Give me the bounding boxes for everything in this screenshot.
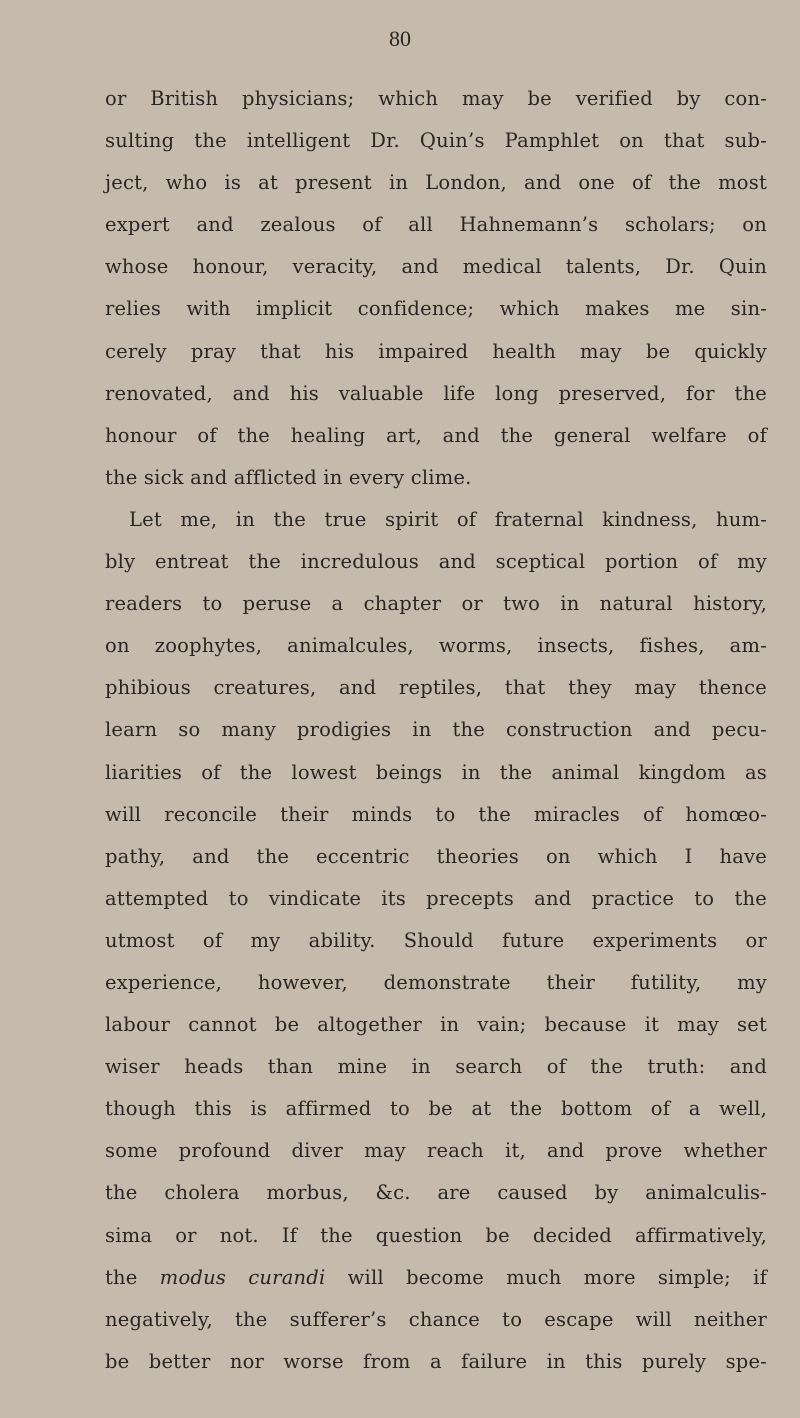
text-segment: the	[105, 1265, 160, 1289]
text-line: be better nor worse from a failure in this purely spe-	[105, 1349, 767, 1373]
text-line: sima or not. If the question be decided affirmatively,	[105, 1223, 767, 1247]
text-line: honour of the healing art, and the general welfare of	[105, 423, 767, 447]
text-line: experience, however, demonstrate their futility, my	[105, 970, 767, 994]
text-line: the sick and afflicted in every clime.	[105, 465, 472, 489]
text-line: on zoophytes, animalcules, worms, insects, fishes, am-	[105, 634, 767, 658]
text-line: whose honour, veracity, and medical talents, Dr. Quin	[105, 255, 767, 279]
text-line: liarities of the lowest beings in the animal kingdom as	[105, 760, 767, 784]
text-line: labour cannot be altogether in vain; because it may set	[105, 1013, 767, 1037]
text-line: learn so many prodigies in the construction and pecu-	[105, 718, 767, 742]
page-number: 80	[389, 26, 411, 51]
text-line: ject, who is at present in London, and one of the most	[105, 171, 767, 195]
text-line: relies with implicit confidence; which makes me sin-	[105, 297, 767, 321]
italic-text: modus curandi	[159, 1265, 326, 1289]
text-line: cerely pray that his impaired health may be quickly	[105, 339, 767, 363]
text-line: Let me, in the true spirit of fraternal kindness, hum-	[129, 507, 767, 531]
text-line: some profound diver may reach it, and prove whether	[105, 1139, 767, 1163]
text-line: phibious creatures, and reptiles, that they may thence	[105, 676, 767, 700]
text-line: pathy, and the eccentric theories on which I have	[105, 844, 767, 868]
text-line: readers to peruse a chapter or two in natural history,	[105, 592, 767, 616]
text-line: attempted to vindicate its precepts and practice to the	[105, 886, 767, 910]
body-text	[105, 78, 767, 1383]
text-line: renovated, and his valuable life long preserved, for the	[105, 381, 767, 405]
text-line: negatively, the sufferer’s chance to escape will neither	[105, 1307, 767, 1331]
text-line: will reconcile their minds to the miracles of homœo-	[105, 802, 767, 826]
text-line: expert and zealous of all Hahnemann’s scholars; on	[105, 213, 767, 237]
text-line: bly entreat the incredulous and sceptical portion of my	[105, 550, 767, 574]
text-line: the cholera morbus, &c. are caused by animalculis-	[105, 1181, 767, 1205]
text-line: or British physicians; which may be verified by con-	[105, 87, 767, 110]
text-segment: will become much more simple; if	[325, 1265, 767, 1289]
text-line: sulting the intelligent Dr. Quin’s Pamphlet on that sub-	[105, 129, 767, 153]
text-line: though this is affirmed to be at the bottom of a well,	[105, 1097, 767, 1121]
text-line: wiser heads than mine in search of the truth: and	[105, 1055, 767, 1079]
text-line	[105, 1257, 767, 1299]
text-line: utmost of my ability. Should future experiments or	[105, 928, 767, 952]
